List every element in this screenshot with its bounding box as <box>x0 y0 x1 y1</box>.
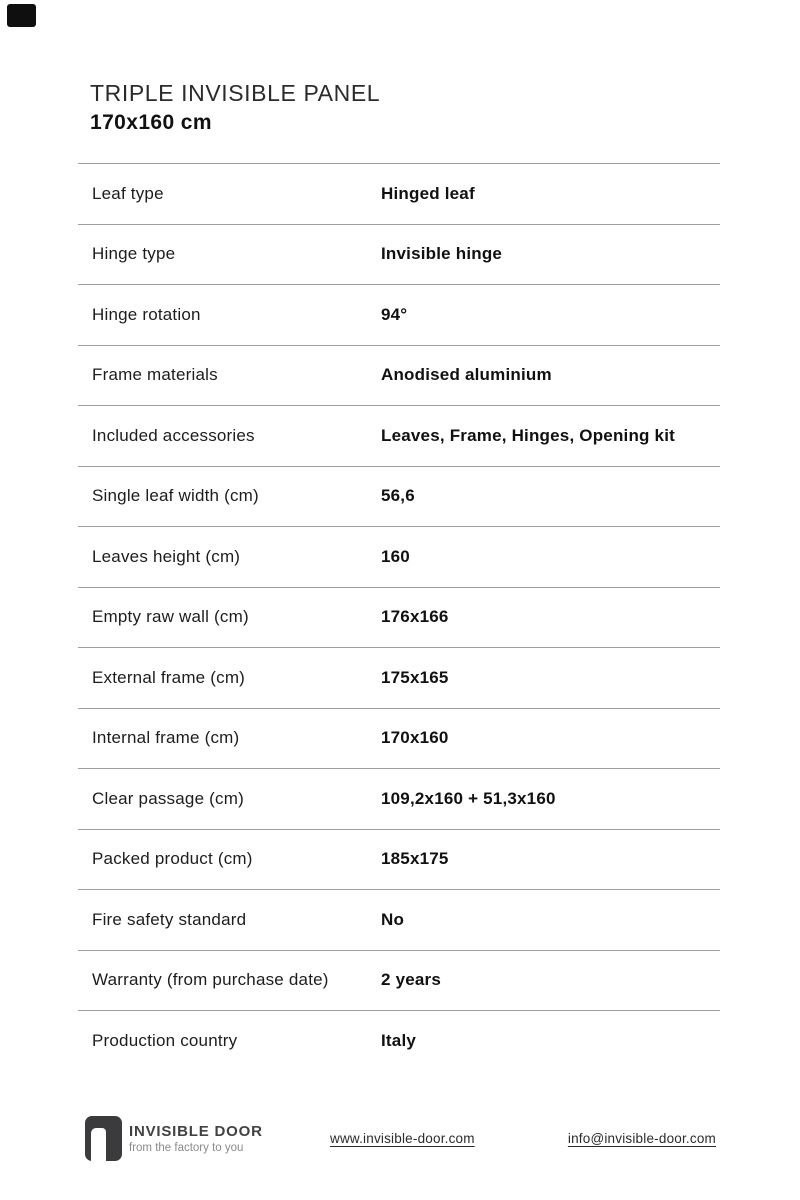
spec-value: No <box>381 909 405 929</box>
spec-label: Included accessories <box>92 425 255 445</box>
spec-value: 175x165 <box>381 667 449 687</box>
spec-label: Single leaf width (cm) <box>92 486 259 506</box>
table-row <box>78 466 720 527</box>
corner-tab-mark <box>7 4 36 27</box>
brand-text <box>129 1116 263 1155</box>
page-title: TRIPLE INVISIBLE PANEL <box>90 80 381 106</box>
spec-label: Warranty (from purchase date) <box>92 970 329 990</box>
spec-label: Leaves height (cm) <box>92 546 241 566</box>
brand-tagline: from the factory to you <box>129 1142 244 1154</box>
spec-value: 185x175 <box>381 849 449 869</box>
table-row <box>78 405 720 466</box>
spec-value: Hinged leaf <box>381 183 475 203</box>
brand-block <box>85 1116 263 1161</box>
spec-value: 94° <box>381 304 408 324</box>
spec-value: Leaves, Frame, Hinges, Opening kit <box>381 425 675 445</box>
brand-name: INVISIBLE DOOR <box>129 1123 263 1140</box>
table-row <box>78 829 720 890</box>
spec-label: Fire safety standard <box>92 909 247 929</box>
spec-label: Hinge type <box>92 244 176 264</box>
invisible-door-logo-icon <box>85 1116 122 1161</box>
table-row <box>78 526 720 587</box>
spec-value: 56,6 <box>381 486 415 506</box>
spec-label: Packed product (cm) <box>92 849 253 869</box>
spec-value: 176x166 <box>381 607 449 627</box>
spec-label: External frame (cm) <box>92 667 246 687</box>
table-row <box>78 768 720 829</box>
spec-value: 109,2x160 + 51,3x160 <box>381 788 556 808</box>
table-row <box>78 708 720 769</box>
spec-label: Hinge rotation <box>92 304 201 324</box>
table-row <box>78 587 720 648</box>
spec-label: Internal frame (cm) <box>92 728 240 748</box>
door-shape-icon <box>91 1128 106 1161</box>
spec-value: Anodised aluminium <box>381 365 552 385</box>
table-row <box>78 1010 720 1071</box>
spec-label: Clear passage (cm) <box>92 788 244 808</box>
table-row <box>78 950 720 1011</box>
page-header <box>90 78 380 137</box>
table-row <box>78 224 720 285</box>
email-link[interactable]: info@invisible-door.com <box>567 1131 716 1146</box>
page-footer <box>0 1112 800 1172</box>
website-link[interactable]: www.invisible-door.com <box>330 1131 475 1146</box>
spec-value: 160 <box>381 546 410 566</box>
table-row <box>78 345 720 406</box>
spec-value: 2 years <box>381 970 442 990</box>
table-row <box>78 647 720 708</box>
table-row <box>78 163 720 224</box>
spec-value: Invisible hinge <box>381 244 503 264</box>
spec-label: Frame materials <box>92 365 218 385</box>
spec-label: Empty raw wall (cm) <box>92 607 249 627</box>
table-row <box>78 284 720 345</box>
spec-label: Leaf type <box>92 183 164 203</box>
spec-value: 170x160 <box>381 728 449 748</box>
page-subtitle: 170x160 cm <box>90 111 212 134</box>
table-row <box>78 889 720 950</box>
spec-table <box>78 163 720 1071</box>
spec-value: Italy <box>381 1030 417 1050</box>
spec-label: Production country <box>92 1030 238 1050</box>
